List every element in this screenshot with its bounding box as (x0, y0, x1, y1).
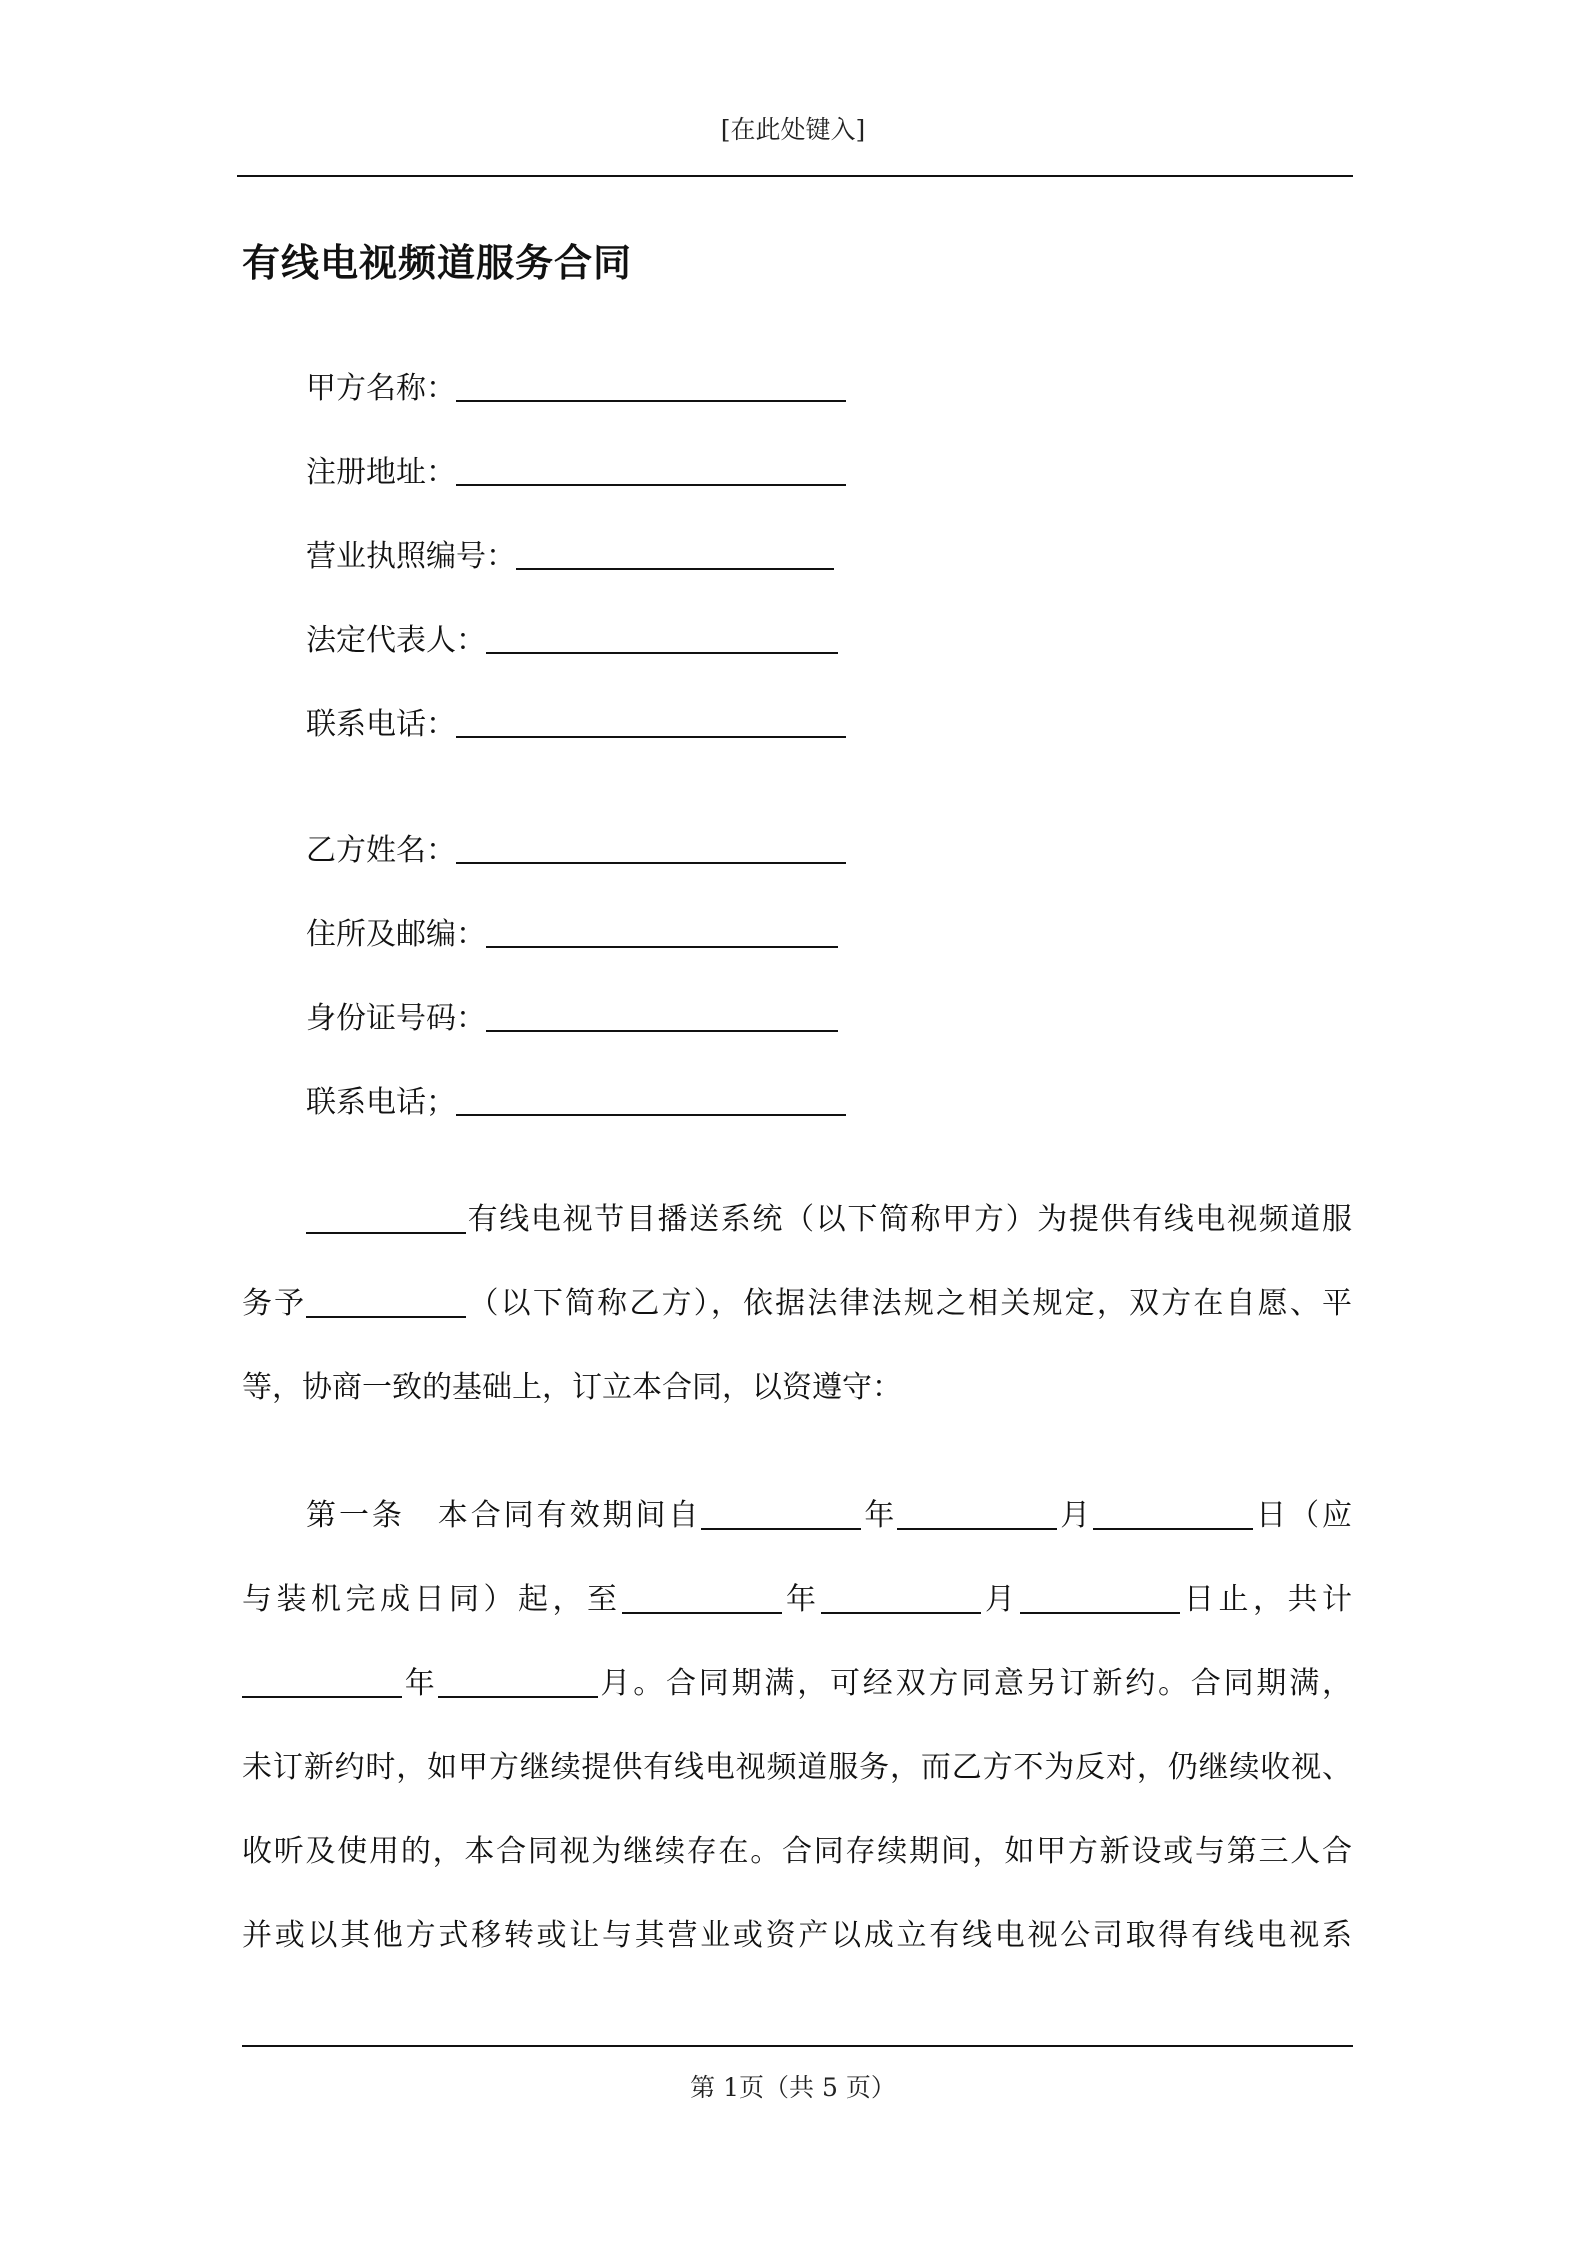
blank-line (242, 1672, 402, 1698)
page-footer: 第 1页（共 5 页） (690, 2073, 896, 2102)
blank-line (1093, 1504, 1253, 1530)
party-b-id-label: 身份证号码： (306, 1000, 486, 1036)
page-header: [在此处键入] (720, 115, 866, 144)
blank-line (306, 1292, 466, 1318)
year-label: 年 (781, 1582, 821, 1617)
party-b-residence-field (306, 914, 838, 954)
article-1-line-4: 未订新约时，如甲方继续提供有线电视频道服务，而乙方不为反对，仍继续收视、 (242, 1750, 1352, 1785)
blank-line (701, 1504, 861, 1530)
blank-line (1020, 1588, 1180, 1614)
party-b-name-label: 乙方姓名： (306, 832, 456, 868)
article-1-line-2-a: 与装机完成日同）起，至 (242, 1582, 622, 1617)
intro-line-1-text: 有线电视节目播送系统（以下简称甲方）为提供有线电视频道服 (466, 1202, 1352, 1237)
party-b-phone-field (306, 1082, 846, 1122)
intro-line-3: 等，协商一致的基础上，订立本合同，以资遵守： (242, 1370, 902, 1405)
year-label: 年 (402, 1666, 438, 1701)
article-1-line-3-b: 月。合同期满，可经双方同意另订新约。合同期满， (597, 1666, 1353, 1701)
party-a-name-field (306, 368, 846, 408)
article-1-line-1-d: 日（应 (1253, 1498, 1353, 1533)
party-b-name-field (306, 830, 846, 870)
party-a-phone-label: 联系电话： (306, 706, 456, 742)
month-label: 月 (980, 1582, 1020, 1617)
article-1-line-1-a: 第一条 本合同有效期间自 (306, 1498, 702, 1533)
party-a-rep-field (306, 620, 838, 660)
party-a-phone-field (306, 704, 846, 744)
party-a-name-label: 甲方名称： (306, 370, 456, 406)
intro-line-2-b: （以下简称乙方），依据法律法规之相关规定，双方在自愿、平 (466, 1286, 1353, 1321)
footer-divider (242, 2045, 1353, 2047)
year-label: 年 (861, 1498, 898, 1533)
party-a-address-label: 注册地址： (306, 454, 456, 490)
party-a-rep-blank (486, 628, 838, 654)
blank-line (897, 1504, 1057, 1530)
party-a-address-blank (456, 460, 846, 486)
party-a-rep-label: 法定代表人： (306, 622, 486, 658)
blank-line (821, 1588, 981, 1614)
party-b-residence-blank (486, 922, 838, 948)
header-divider (237, 175, 1353, 177)
blank-line (306, 1208, 466, 1234)
party-b-residence-label: 住所及邮编： (306, 916, 486, 952)
article-1-line-2-d: 日止，共计 (1179, 1582, 1352, 1617)
intro-line-2 (242, 1284, 1352, 1324)
article-1-line-2 (242, 1580, 1352, 1620)
month-label: 月 (1057, 1498, 1094, 1533)
intro-line-2-a: 务予 (242, 1286, 307, 1321)
party-a-address-field (306, 452, 846, 492)
document-title: 有线电视频道服务合同 (242, 241, 633, 285)
article-1-line-5: 收听及使用的，本合同视为继续存在。合同存续期间，如甲方新设或与第三人合 (242, 1834, 1352, 1869)
party-a-license-blank (516, 544, 834, 570)
party-a-license-label: 营业执照编号： (306, 538, 516, 574)
party-b-id-blank (486, 1006, 838, 1032)
article-1-line-3 (242, 1664, 1352, 1704)
party-a-license-field (306, 536, 834, 576)
party-b-name-blank (456, 838, 846, 864)
intro-line-1 (306, 1200, 1352, 1240)
article-1-line-6: 并或以其他方式移转或让与其营业或资产以成立有线电视公司取得有线电视系 (242, 1918, 1352, 1953)
party-a-phone-blank (456, 712, 846, 738)
article-1-line-1 (306, 1496, 1352, 1536)
blank-line (622, 1588, 782, 1614)
party-b-phone-label: 联系电话； (306, 1084, 456, 1120)
party-b-phone-blank (456, 1090, 846, 1116)
blank-line (438, 1672, 598, 1698)
party-b-id-field (306, 998, 838, 1038)
party-a-name-blank (456, 376, 846, 402)
